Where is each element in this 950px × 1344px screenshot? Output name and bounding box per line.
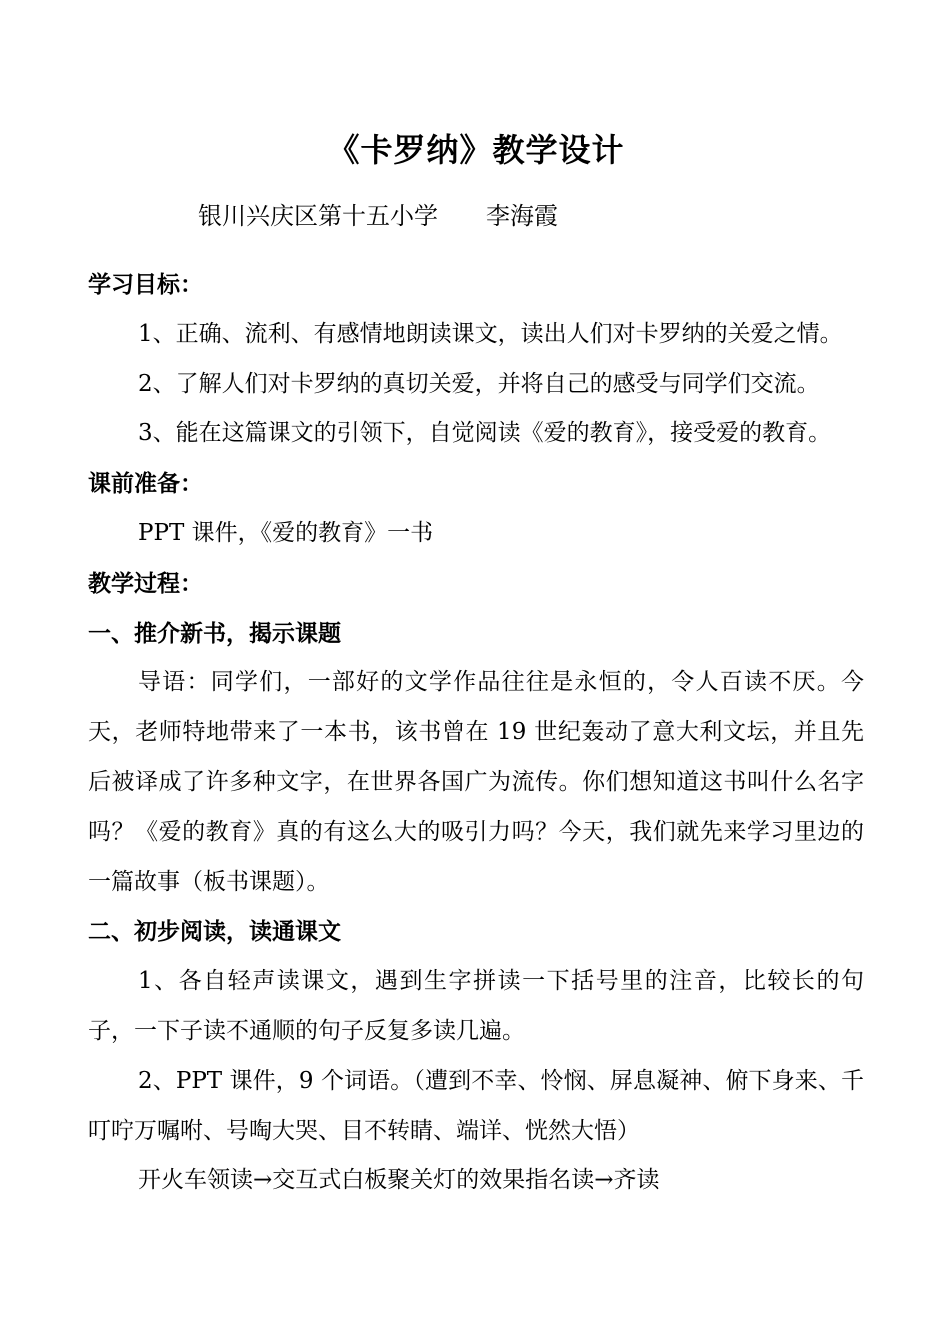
goal-item-3: 3、能在这篇课文的引领下，自觉阅读《爱的教育》，接受爱的教育。 [138, 420, 832, 447]
process-heading: 教学过程： [88, 569, 203, 597]
section-2-item-3: 开火车领读→交互式白板聚关灯的效果指名读→齐读 [138, 1167, 660, 1194]
section-1-text: 导语：同学们，一部好的文学作品往往是永恒的，令人百读不厌。今天，老师特地带来了一本书，该书曾在 19 世纪轰动了意大利文坛，并且先后被译成了许多种文字，在世界各国广为流传。你们想知道这书叫什么名字吗？《爱的教育》真的有这么大的吸引力吗？今天，我们就先来学习里边的一篇故事（板书课题）。 [88, 669, 864, 895]
goal-item-1: 1、正确、流利、有感情地朗读课文，读出人们对卡罗纳的关爱之情。 [138, 320, 843, 347]
prep-text: PPT 课件，《爱的教育》一书 [138, 519, 434, 546]
document-title: 《卡罗纳》教学设计 [327, 131, 625, 169]
goals-heading: 学习目标： [88, 271, 203, 298]
goal-item-2: 2、了解人们对卡罗纳的真切关爱，并将自己的感受与同学们交流。 [138, 370, 820, 397]
section-2-item-2: 2、PPT 课件，9 个词语。（遭到不幸、怜悯、屏息凝神、俯下身来、千叮咛万嘱咐、号啕大哭、目不转睛、端详、恍然大悟） [88, 1067, 864, 1144]
author-line: 银川兴庆区第十五小学 李海霞 [198, 202, 558, 230]
section-1-heading: 一、推介新书，揭示课题 [88, 619, 341, 647]
document-body [88, 260, 864, 1206]
section-2-item-1: 1、各自轻声读课文，遇到生字拼读一下括号里的注音，比较长的句子，一下子读不通顺的句子反复多读几遍。 [88, 968, 864, 1044]
prep-heading: 课前准备： [88, 470, 203, 498]
section-2-heading: 二、初步阅读，读通课文 [88, 918, 341, 946]
